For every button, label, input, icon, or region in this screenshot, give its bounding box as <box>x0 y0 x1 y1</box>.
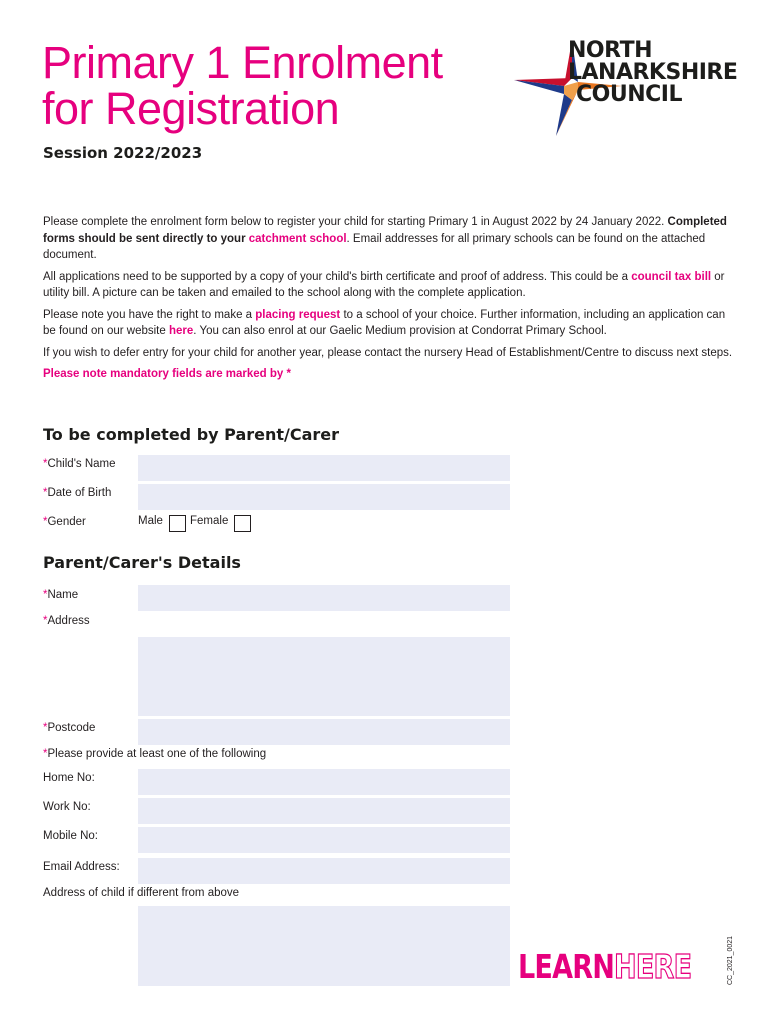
title-line-1: Primary 1 Enrolment <box>42 37 443 88</box>
intro-text <box>43 214 733 388</box>
logo-line-2: LANARKSHIRE <box>568 60 738 85</box>
required-mark: * <box>43 748 48 760</box>
parent-name-input[interactable] <box>138 585 510 611</box>
intro-p1-rest: . Email addresses for all primary schools can be found on the attached document. <box>43 232 706 261</box>
required-mark: * <box>43 516 48 528</box>
logo-line-1: NORTH <box>568 38 652 63</box>
postcode-label-text: Postcode <box>47 722 96 734</box>
email-input[interactable] <box>138 858 510 884</box>
parent-name-label-text: Name <box>47 589 79 601</box>
gender-label <box>43 516 86 528</box>
placing-request-link[interactable]: placing request <box>255 308 341 321</box>
parent-name-label <box>43 589 78 601</box>
male-checkbox[interactable] <box>169 515 186 532</box>
child-name-input[interactable] <box>138 455 510 481</box>
dob-input[interactable] <box>138 484 510 510</box>
here-word: HERE <box>614 947 692 986</box>
learn-word: LEARN <box>518 947 615 986</box>
required-mark: * <box>43 722 48 734</box>
home-no-label: Home No: <box>43 772 95 784</box>
required-mark: * <box>43 458 48 470</box>
address-label-text: Address <box>47 615 90 627</box>
intro-paragraph-2 <box>43 269 733 302</box>
child-address-label: Address of child if different from above <box>43 887 240 899</box>
contact-prompt <box>43 748 266 760</box>
intro-p1-bold: Completed forms should be sent directly to your <box>43 216 727 245</box>
council-tax-bill-link[interactable]: council tax bill <box>631 270 712 283</box>
intro-p3-rest: . You can also enrol at our Gaelic Medium provision at Condorrat Primary School. <box>193 325 607 337</box>
required-mark: * <box>43 615 48 627</box>
address-textarea[interactable] <box>138 637 510 716</box>
intro-p3-mid: to a school of your choice. Further information, including an application can be found on our website <box>43 308 726 337</box>
intro-paragraph-4: If you wish to defer entry for your child for another year, please contact the nursery Head of Establishment/Centre to discuss next steps. <box>43 346 733 359</box>
mobile-no-label: Mobile No: <box>43 830 98 842</box>
intro-p3-text: Please note you have the right to make a <box>43 308 253 321</box>
document-code: CC_2021_0021 <box>727 935 734 985</box>
work-no-input[interactable] <box>138 798 510 824</box>
parent-section-heading: Parent/Carer's Details <box>43 553 241 572</box>
catchment-school-link[interactable]: catchment school <box>248 232 347 245</box>
required-mark: * <box>43 487 48 499</box>
title-line-2: for Registration <box>42 83 340 134</box>
intro-p1-text: Please complete the enrolment form below to register your child for starting Primary 1 in August 2022 by 24 January 2022. <box>43 216 665 228</box>
male-label: Male <box>138 515 163 527</box>
email-label: Email Address: <box>43 861 120 873</box>
intro-paragraph-3 <box>43 307 733 340</box>
child-name-label-text: Child's Name <box>47 458 116 470</box>
child-name-label <box>43 458 116 470</box>
female-label: Female <box>190 515 229 527</box>
address-label <box>43 615 90 627</box>
logo-line-3: COUNCIL <box>576 82 682 107</box>
female-checkbox[interactable] <box>234 515 251 532</box>
home-no-input[interactable] <box>138 769 510 795</box>
mobile-no-input[interactable] <box>138 827 510 853</box>
gender-label-text: Gender <box>47 516 86 528</box>
page-title <box>42 37 443 134</box>
dob-label <box>43 487 111 499</box>
mandatory-note: Please note mandatory fields are marked by * <box>43 368 291 380</box>
intro-p2-rest: or utility bill. A picture can be taken and emailed to the school along with the complete application. <box>43 270 725 299</box>
dob-label-text: Date of Birth <box>47 487 112 499</box>
learn-here-logo <box>518 947 691 986</box>
postcode-input[interactable] <box>138 719 510 745</box>
council-logo-text <box>568 40 737 106</box>
website-here-link[interactable]: here <box>168 325 194 337</box>
child-section-heading: To be completed by Parent/Carer <box>43 425 340 444</box>
intro-p2-text: All applications need to be supported by a copy of your child's birth certificate and proof of address. This could be a <box>43 270 628 283</box>
required-mark: * <box>43 589 48 601</box>
session-label: Session 2022/2023 <box>43 144 203 162</box>
contact-prompt-text: Please provide at least one of the following <box>47 748 267 760</box>
intro-paragraph-1 <box>43 214 733 264</box>
child-address-textarea[interactable] <box>138 906 510 986</box>
postcode-label <box>43 722 95 734</box>
work-no-label: Work No: <box>43 801 91 813</box>
